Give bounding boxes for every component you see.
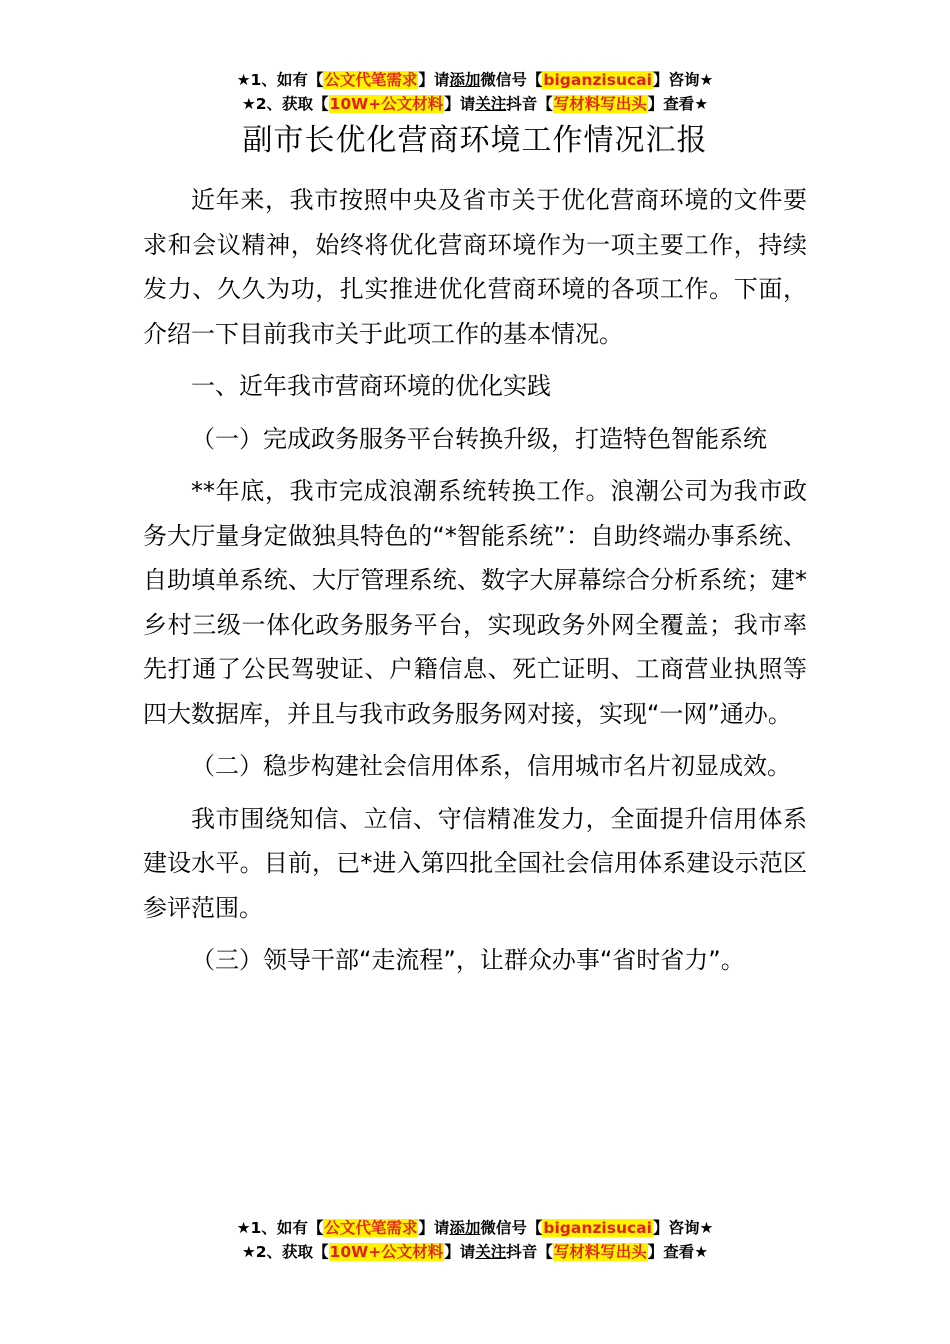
promo-highlight: 10W+公文材料 [329,95,444,113]
subheading-3: （三）领导干部“走流程”，让群众办事“省时省力”。 [191,946,745,974]
header-promo [0,68,950,116]
intro-paragraph: 近年来，我市按照中央及省市关于优化营商环境的文件要求和会议精神，始终将优化营商环境作为一项主要工作，持续发力、久久为功，扎实推进优化营商环境的各项工作。下面，介绍一下目前我市关于此项工作的基本情况。 [143,186,807,348]
promo-wechat-id: biganzisucai [543,71,652,89]
subheading-2: （二）稳步构建社会信用体系，信用城市名片初显成效。 [191,752,791,780]
promo-douyin-id: 写材料写出头 [553,1243,647,1261]
promo-douyin-id: 写材料写出头 [553,95,647,113]
promo-highlight: 公文代笔需求 [324,1219,418,1237]
footer-promo [0,1216,950,1264]
body-paragraph: 我市围绕知信、立信、守信精准发力，全面提升信用体系建设水平。目前，已*进入第四批全国社会信用体系建设示范区参评范围。 [143,804,807,922]
promo-line-1: ★1、如有【公文代笔需求】请添加微信号【biganzisucai】咨询★ [236,1219,714,1237]
promo-line-2: ★2、获取【10W+公文材料】请关注抖音【写材料写出头】查看★ [241,1243,709,1261]
document-body [143,178,807,983]
promo-highlight: 公文代笔需求 [324,71,418,89]
promo-highlight: 10W+公文材料 [329,1243,444,1261]
promo-line-1: ★1、如有【公文代笔需求】请添加微信号【biganzisucai】咨询★ [236,71,714,89]
promo-line-2: ★2、获取【10W+公文材料】请关注抖音【写材料写出头】查看★ [241,95,709,113]
document-title: 副市长优化营商环境工作情况汇报 [242,123,708,158]
promo-wechat-id: biganzisucai [543,1219,652,1237]
section-heading-1: 一、近年我市营商环境的优化实践 [191,372,551,400]
subheading-1: （一）完成政务服务平台转换升级，打造特色智能系统 [191,424,767,453]
body-paragraph: **年底，我市完成浪潮系统转换工作。浪潮公司为我市政务大厅量身定做独具特色的“*智能系统”：自助终端办事系统、自助填单系统、大厅管理系统、数字大屏幕综合分析系统；建*乡村三级一体化政务服务平台，实现政务外网全覆盖；我市率先打通了公民驾驶证、户籍信息、死亡证明、工商营业执照等四大数据库，并且与我市政务服务网对接，实现“一网”通办。 [143,477,807,728]
